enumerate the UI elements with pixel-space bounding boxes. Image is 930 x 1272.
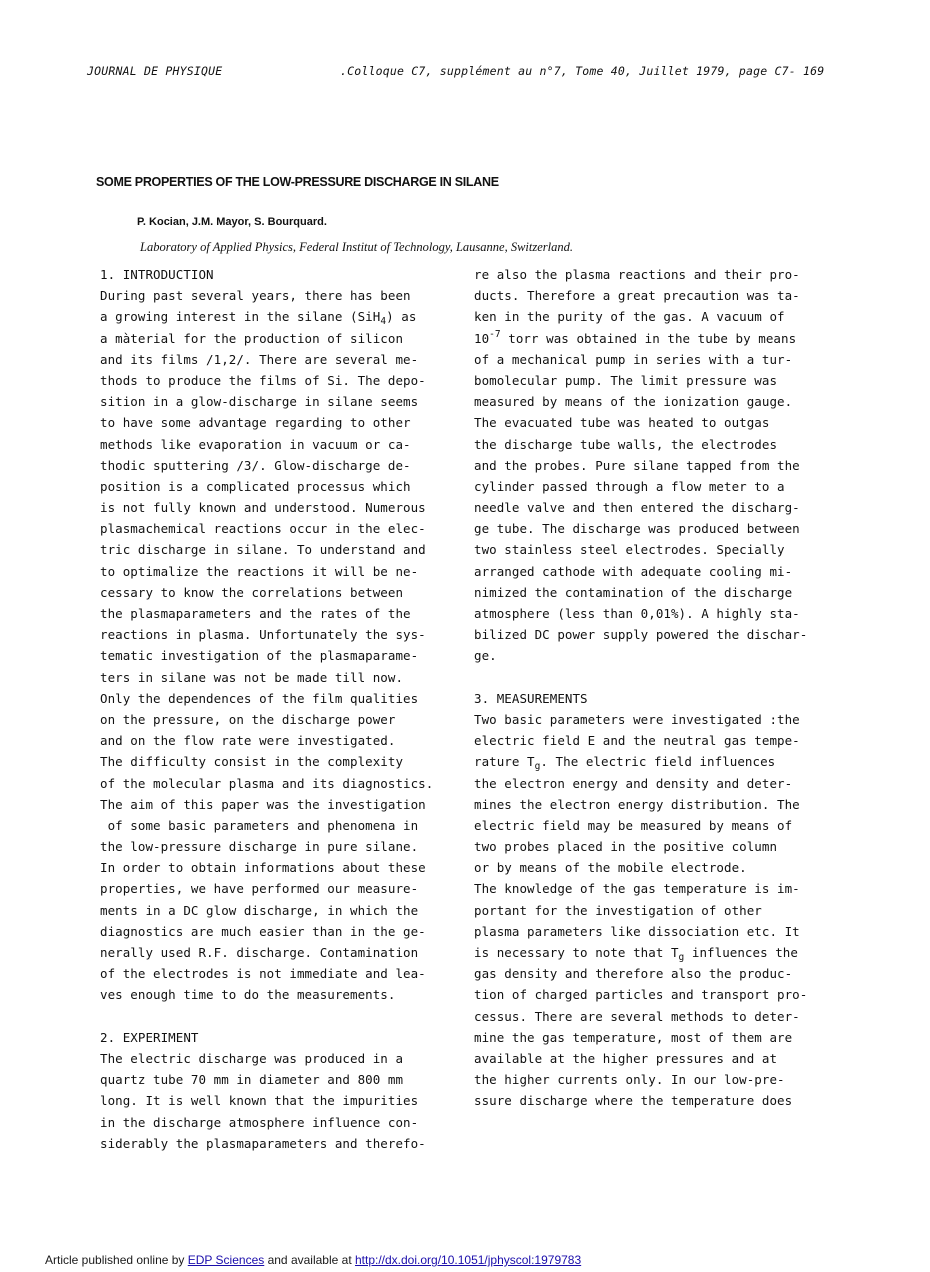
text-line: quartz tube 70 mm in diameter and 800 mm xyxy=(100,1072,404,1088)
text-line: thodic sputtering /3/. Glow-discharge de- xyxy=(100,457,411,473)
issue-info: .Colloque C7, supplément au n°7, Tome 40, Juillet 1979, page C7- 169 xyxy=(340,64,825,78)
text-line: properties, we have performed our measure- xyxy=(100,881,419,897)
text-fragment: 10 xyxy=(474,330,490,346)
section-heading-measurements: 3. MEASUREMENTS xyxy=(474,690,588,706)
text-line: portant for the investigation of other xyxy=(474,902,762,918)
text-line: the discharge tube walls, the electrodes xyxy=(474,436,778,452)
footer-prefix: Article published online by xyxy=(45,1253,188,1267)
footer-middle: and available at xyxy=(264,1253,355,1267)
text-line: ments in a DC glow discharge, in which the xyxy=(100,902,419,918)
text-line: the plasmaparameters and the rates of the xyxy=(100,606,411,621)
text-line xyxy=(474,751,807,772)
text-line: in the discharge atmosphere influence con- xyxy=(100,1114,419,1130)
text-line xyxy=(474,942,807,963)
text-line: two probes placed in the positive column xyxy=(474,839,778,855)
text-line: to have some advantage regarding to other xyxy=(100,415,411,431)
text-fragment: . The electric field influences xyxy=(540,754,776,770)
text-line: and the probes. Pure silane tapped from the xyxy=(474,457,800,473)
text-fragment: ) as xyxy=(386,309,417,325)
text-line: of the molecular plasma and its diagnostics. xyxy=(100,775,434,791)
text-line: diagnostics are much easier than in the ge- xyxy=(100,923,426,939)
text-line: plasmachemical reactions occur in the elec- xyxy=(100,521,426,537)
text-line: The evacuated tube was heated to outgas xyxy=(474,415,770,431)
text-fragment: rature T xyxy=(474,754,535,770)
text-line: methods like evaporation in vacuum or ca- xyxy=(100,436,411,452)
text-line: ssure discharge where the temperature does xyxy=(474,1093,793,1109)
text-line: of a mechanical pump in series with a tur- xyxy=(474,351,793,367)
text-fragment: a growing interest in the silane (SiH xyxy=(100,309,381,325)
text-line: of some basic parameters and phenomena in xyxy=(100,817,419,833)
text-line: cylinder passed through a flow meter to a xyxy=(474,478,785,494)
text-line: and on the flow rate were investigated. xyxy=(100,733,396,749)
text-line: tematic investigation of the plasmaparame- xyxy=(100,648,419,664)
text-line: tric discharge in silane. To understand and xyxy=(100,542,426,558)
text-line: long. It is well known that the impurities xyxy=(100,1093,419,1109)
paper-title: SOME PROPERTIES OF THE LOW-PRESSURE DISCHARGE IN SILANE xyxy=(96,175,499,189)
text-line: The knowledge of the gas temperature is im- xyxy=(474,881,800,897)
text-line: sition in a glow-discharge in silane seems xyxy=(100,394,419,410)
text-line xyxy=(474,328,807,349)
text-line: nerally used R.F. discharge. Contamination xyxy=(100,945,419,960)
text-line: on the pressure, on the discharge power xyxy=(100,711,396,727)
section-heading-experiment: 2. EXPERIMENT xyxy=(100,1029,199,1045)
text-line: bomolecular pump. The limit pressure was xyxy=(474,372,778,388)
text-line: re also the plasma reactions and their pro- xyxy=(474,267,800,282)
left-column xyxy=(100,264,433,1154)
paper-affiliation: Laboratory of Applied Physics, Federal Institut of Technology, Lausanne, Switzerland. xyxy=(140,240,573,254)
text-fragment: torr was obtained in the tube by means xyxy=(500,330,797,346)
text-line: ge. xyxy=(474,648,497,664)
superscript: -7 xyxy=(489,328,501,340)
text-line: or by means of the mobile electrode. xyxy=(474,860,747,876)
text-line: electric field may be measured by means of xyxy=(474,817,793,833)
text-line: ves enough time to do the measurements. xyxy=(100,987,396,1003)
text-line: nimized the contamination of the discharge xyxy=(474,584,793,600)
text-line: ken in the purity of the gas. A vacuum of xyxy=(474,309,785,325)
text-line: atmosphere (less than 0,01%). A highly sta- xyxy=(474,606,800,621)
text-line: The difficulty consist in the complexity xyxy=(100,754,404,770)
text-line: thods to produce the films of Si. The depo- xyxy=(100,372,426,388)
text-line: bilized DC power supply powered the dischar- xyxy=(474,627,808,643)
text-line: needle valve and then entered the discharg- xyxy=(474,500,800,516)
text-line: siderably the plasmaparameters and therefo- xyxy=(100,1135,426,1151)
text-line: measured by means of the ionization gauge. xyxy=(474,394,793,410)
text-line: Only the dependences of the film qualities xyxy=(100,690,419,706)
text-line: to optimalize the reactions it will be ne- xyxy=(100,563,419,579)
text-line: The electric discharge was produced in a xyxy=(100,1050,404,1066)
text-line: two stainless steel electrodes. Specially xyxy=(474,542,785,558)
text-line: electric field E and the neutral gas tempe- xyxy=(474,733,800,749)
doi-link[interactable]: http://dx.doi.org/10.1051/jphyscol:1979783 xyxy=(354,1253,582,1267)
text-line: the low-pressure discharge in pure silane. xyxy=(100,839,419,855)
text-fragment: is necessary to note that T xyxy=(474,945,679,960)
text-line xyxy=(100,306,433,327)
text-line: The aim of this paper was the investigation xyxy=(100,796,426,812)
paper-authors: P. Kocian, J.M. Mayor, S. Bourquard. xyxy=(137,216,327,228)
text-line: cessus. There are several methods to deter- xyxy=(474,1008,800,1024)
text-line: of the electrodes is not immediate and lea- xyxy=(100,966,426,982)
text-line: and its films /1,2/. There are several me- xyxy=(100,351,419,367)
subscript: g xyxy=(534,761,541,773)
text-line: the electron energy and density and deter- xyxy=(474,775,793,791)
text-line: the higher currents only. In our low-pre- xyxy=(474,1072,785,1088)
text-line: position is a complicated processus which xyxy=(100,478,411,494)
text-fragment: influences the xyxy=(684,945,798,960)
publisher-link[interactable]: EDP Sciences xyxy=(187,1253,265,1267)
text-line: plasma parameters like dissociation etc. It xyxy=(474,923,800,939)
text-line: tion of charged particles and transport pro- xyxy=(474,987,808,1003)
text-line: a màterial for the production of silicon xyxy=(100,330,404,346)
text-line: arranged cathode with adequate cooling mi- xyxy=(474,563,793,579)
right-column xyxy=(474,264,807,1112)
text-line: mines the electron energy distribution. The xyxy=(474,796,800,812)
subscript: g xyxy=(678,952,685,963)
text-line: cessary to know the correlations between xyxy=(100,584,404,600)
text-line: In order to obtain informations about these xyxy=(100,860,426,876)
text-line: ge tube. The discharge was produced between xyxy=(474,521,800,537)
publication-footer xyxy=(45,1253,581,1267)
text-line: available at the higher pressures and at xyxy=(474,1050,778,1066)
text-line: reactions in plasma. Unfortunately the sys- xyxy=(100,627,426,643)
subscript: 4 xyxy=(380,316,387,328)
text-line: ducts. Therefore a great precaution was ta- xyxy=(474,288,800,304)
text-line: mine the gas temperature, most of them are xyxy=(474,1029,793,1045)
text-line: Two basic parameters were investigated :the xyxy=(474,711,800,727)
section-heading-introduction: 1. INTRODUCTION xyxy=(100,267,214,282)
journal-name: JOURNAL DE PHYSIQUE xyxy=(87,64,223,78)
text-line: gas density and therefore also the produc- xyxy=(474,966,793,982)
text-line: During past several years, there has been xyxy=(100,288,411,304)
text-line: is not fully known and understood. Numerous xyxy=(100,500,426,516)
text-line: ters in silane was not be made till now. xyxy=(100,669,404,685)
